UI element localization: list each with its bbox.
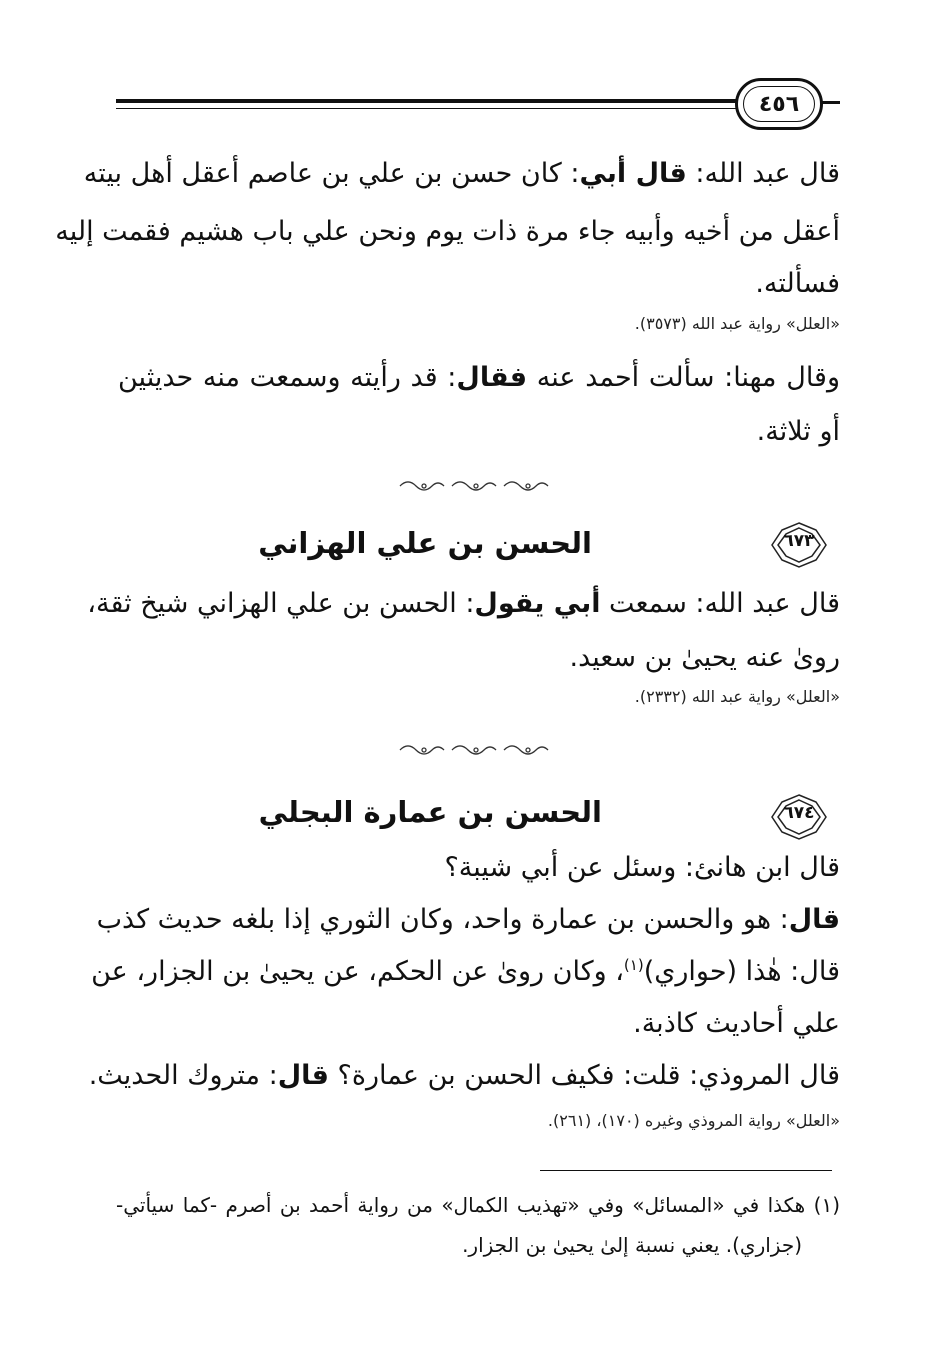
text-line: قال ابن هانئ: وسئل عن أبي شيبة؟ xyxy=(444,852,840,883)
ornament-divider-icon xyxy=(396,742,556,758)
text-line: فسألته. xyxy=(755,268,840,299)
source-citation: «العلل» رواية المروذي وغيره (١٧٠)، (٢٦١). xyxy=(547,1111,840,1130)
text-line: قال: هٰذا (حواري)$^{(١)}$، وكان رویٰ عن الحكم، عن یحییٰ بن الجزار، عن xyxy=(91,956,840,987)
entry-title: الحسن بن عمارة البجلي xyxy=(258,795,602,829)
page-number: ٤٥٦ xyxy=(758,91,800,117)
entry-number: ٦٧٤ xyxy=(783,803,815,823)
text-line: قال عبد الله: سمعت أبي يقول: الحسن بن علي الهزاني شيخ ثقة، xyxy=(87,588,840,619)
text-line: أعقل من أخيه وأبيه جاء مرة ذات يوم ونحن علي باب هشيم فقمت إليه xyxy=(55,216,840,247)
text-line: رویٰ عنه یحییٰ بن سعید. xyxy=(569,642,840,673)
footnote-line: (جزاري). يعني نسبة إلیٰ یحییٰ بن الجزار. xyxy=(462,1233,802,1257)
text-line: قال عبد الله: قال أبي: كان حسن بن علي بن عاصم أعقل أهل بيته xyxy=(83,158,840,189)
page-number-frame xyxy=(735,78,823,130)
header-rule-thin xyxy=(116,108,736,109)
source-citation: «العلل» رواية عبد الله (٢٣٣٢). xyxy=(634,687,840,706)
footnote-ref: (١) xyxy=(623,956,644,974)
header-rule-right xyxy=(822,101,840,104)
header-rule-thick xyxy=(116,99,736,103)
footnote-rule xyxy=(540,1170,832,1171)
entry-number: ٦٧٣ xyxy=(783,531,815,551)
text-line: أو ثلاثة. xyxy=(756,416,840,447)
ornament-divider-icon xyxy=(396,478,556,494)
text-line: علي أحاديث كاذبة. xyxy=(633,1008,840,1039)
text-line: قال المروذي: قلت: فكيف الحسن بن عمارة؟ قال: متروك الحديث. xyxy=(88,1060,840,1091)
entry-title: الحسن بن علي الهزاني xyxy=(258,526,592,560)
source-citation: «العلل» رواية عبد الله (٣٥٧٣). xyxy=(634,314,840,333)
footnote-line: (١) هكذا في «المسائل» وفي «تهذيب الكمال» من رواية أحمد بن أصرم -كما سيأتي- xyxy=(116,1193,840,1217)
text-line: وقال مهنا: سألت أحمد عنه فقال: قد رأيته وسمعت منه حديثين xyxy=(118,362,840,393)
text-line: قال: هو والحسن بن عمارة واحد، وكان الثوري إذا بلغه حديث كذب xyxy=(96,904,840,935)
